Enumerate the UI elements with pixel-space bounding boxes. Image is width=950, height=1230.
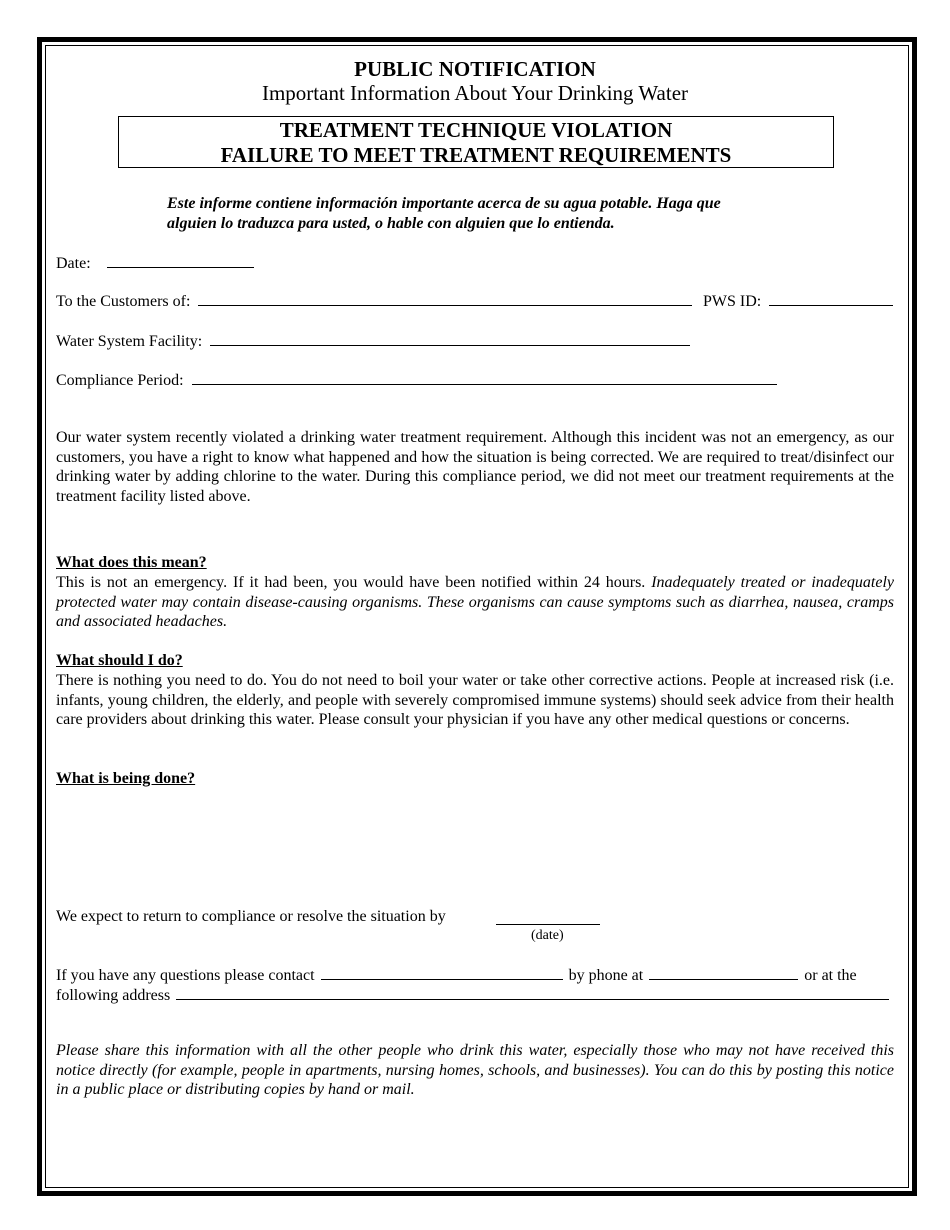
should-do-heading: What should I do? <box>56 652 183 669</box>
contact-text-2: by phone at <box>568 967 644 984</box>
spanish-notice-line-1: Este informe contiene información importante acerca de su agua potable. Haga que <box>167 195 721 212</box>
share-notice: Please share this information with all the other people who drink this water, especially those who may not have received this notice directly (for example, people in apartments, nursing homes, schools, and businesses). You can do this by posting this notice in a public place or distributing copies by hand or mail. <box>56 1042 894 1098</box>
page-subtitle: Important Information About Your Drinking Water <box>261 81 689 105</box>
spanish-notice <box>167 194 807 234</box>
customers-field[interactable] <box>198 291 692 306</box>
pws-id-label: PWS ID: <box>703 293 762 310</box>
spanish-notice-line-2: alguien lo traduzca para usted, o hable con alguien que lo entienda. <box>167 215 615 232</box>
contact-text-1: If you have any questions please contact <box>56 967 315 984</box>
compliance-return-text: We expect to return to compliance or resolve the situation by <box>56 908 446 925</box>
address-field[interactable] <box>176 985 889 1000</box>
should-do-paragraph: There is nothing you need to do. You do not need to boil your water or take other corrective actions. People at increased risk (i.e. infants, young children, the elderly, and people with severely compromised immune systems) should seek advice from their health care providers about drinking this water. Please consult your physician if you have any other medical questions or concerns. <box>56 672 894 728</box>
facility-field[interactable] <box>210 331 690 346</box>
meaning-heading: What does this mean? <box>56 554 207 571</box>
date-caption: (date) <box>531 928 564 943</box>
date-label: Date: <box>56 255 91 272</box>
compliance-period-field[interactable] <box>192 370 777 385</box>
violation-description: FAILURE TO MEET TREATMENT REQUIREMENTS <box>220 143 732 167</box>
contact-text-4: following address <box>56 987 171 1004</box>
violation-title-box <box>118 116 834 168</box>
compliance-period-label: Compliance Period: <box>56 372 184 389</box>
meaning-italic-text: Inadequately treated or inadequately protected water may contain disease-causing organisms. These organisms can cause symptoms such as diarrhea, nausea, cramps and associated headaches. <box>56 574 895 630</box>
address-row <box>56 985 889 1005</box>
meaning-paragraph <box>56 573 894 632</box>
pws-id-row <box>703 291 893 311</box>
customers-label: To the Customers of: <box>56 293 191 310</box>
violation-type: TREATMENT TECHNIQUE VIOLATION <box>279 118 673 142</box>
facility-row <box>56 331 690 351</box>
intro-paragraph: Our water system recently violated a drinking water treatment requirement. Although this incident was not an emergency, as our customers, you have a right to know what happened and how the situation is being corrected. We are required to treat/disinfect our drinking water by adding chlorine to the water. During this compliance period, we did not meet our treatment requirements at the treatment facility listed above. <box>56 429 894 505</box>
facility-label: Water System Facility: <box>56 333 203 350</box>
customers-row <box>56 291 692 311</box>
contact-phone-field[interactable] <box>649 965 798 980</box>
compliance-date-field[interactable] <box>496 910 600 925</box>
meaning-text: This is not an emergency. If it had been, you would have been notified within 24 hours. <box>56 574 652 591</box>
contact-text-3: or at the <box>804 967 857 984</box>
compliance-return-row <box>56 908 446 926</box>
contact-name-field[interactable] <box>321 965 563 980</box>
contact-row <box>56 965 857 985</box>
date-field[interactable] <box>107 253 254 268</box>
compliance-period-row <box>56 370 777 390</box>
pws-id-field[interactable] <box>769 291 893 306</box>
page-title: PUBLIC NOTIFICATION <box>354 57 596 81</box>
being-done-heading: What is being done? <box>56 770 196 787</box>
date-row <box>56 253 254 273</box>
